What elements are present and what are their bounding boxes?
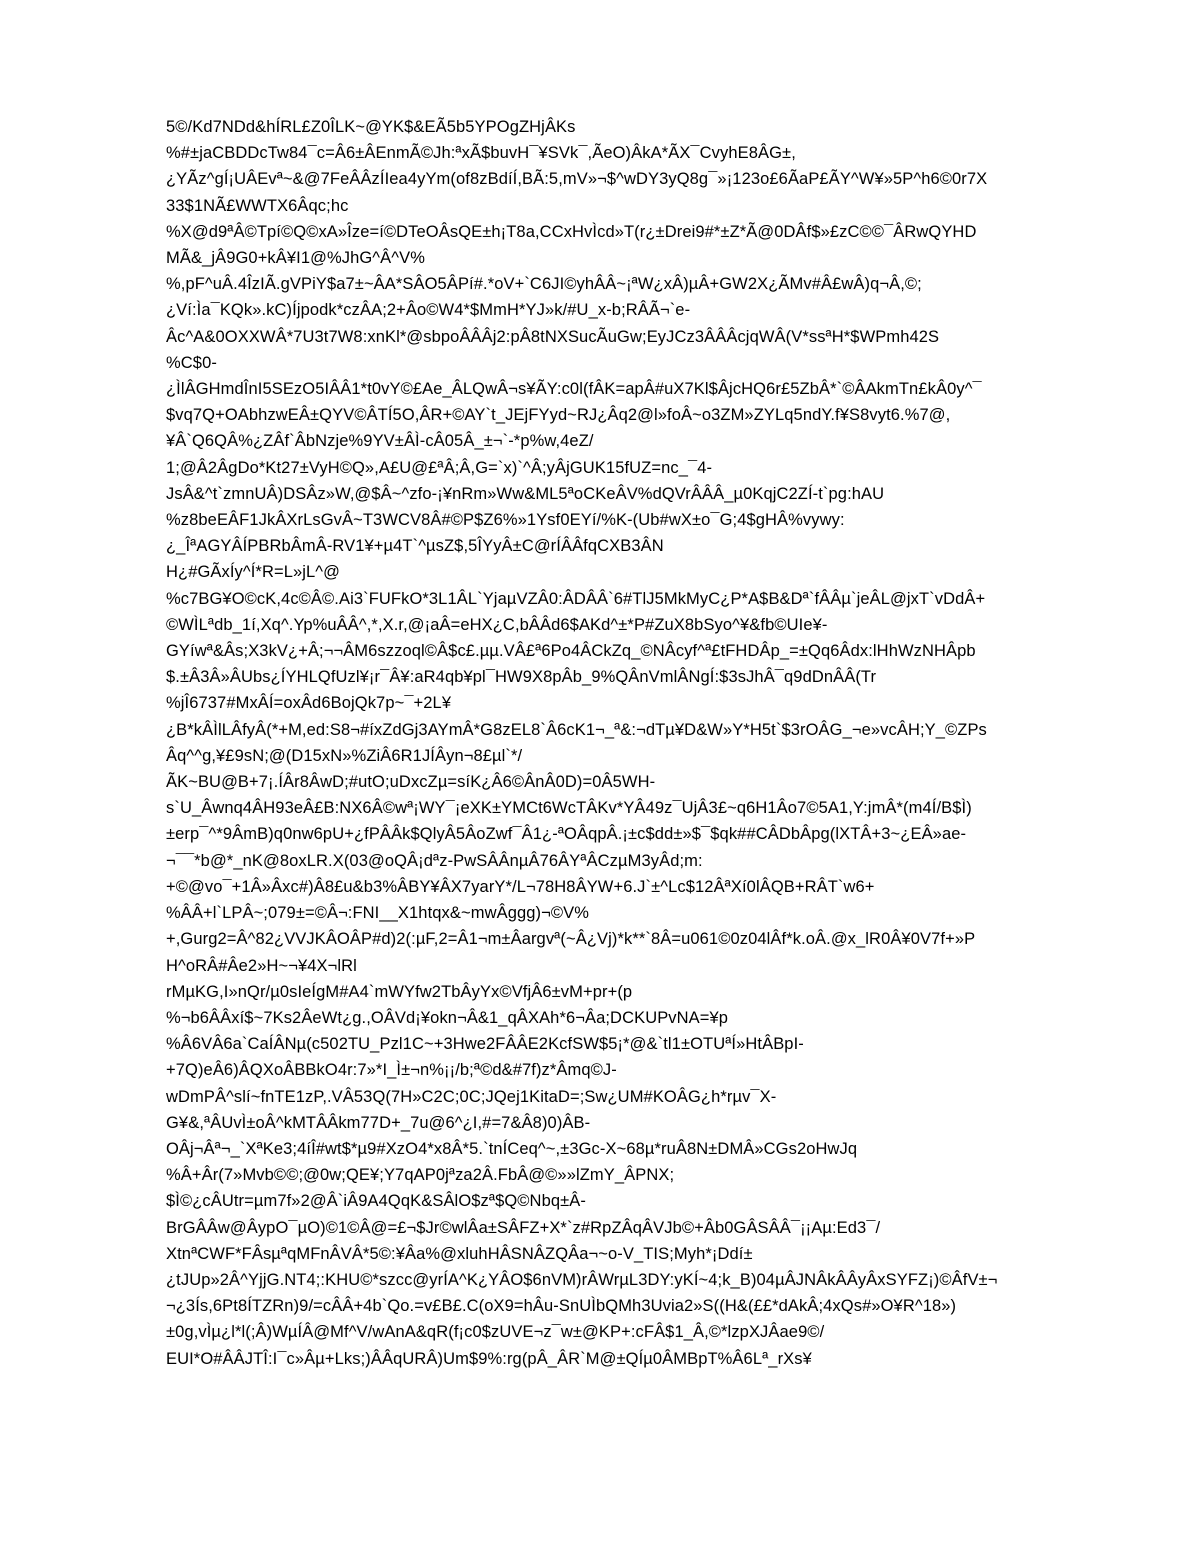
text-line: %,pF^uÂ.4ÎzIÃ.gVPiY$a7±~ÂA*SÂO5ÂPí#.*oV+`C6JI©yhÂÂ~¡ªW¿xÂ)µÂ+GW2X¿ÃMv#Â£wÂ)q¬Â,©; — [166, 275, 922, 294]
document-body-text — [166, 114, 1126, 1372]
text-line: %jÎ6737#MxÂÍ=oxÂd6BojQk7p~¯+2L¥ — [166, 694, 452, 713]
text-line: OÂj¬Âª¬_`XªKe3;4íÎ#wt$*µ9#XzO4*x8Â*5.`tnÍCeq^~,±3Gc-X~68µ*ruÂ8N±DMÂ»CGs2oHwJq — [166, 1139, 858, 1158]
text-line: +©@vo¯+1Â»Âxc#)Â8£u&b3%ÂBY¥ÂX7yarY*/L¬78H8ÂYW+6.J`±^Lc$12ÂªXí0lÂQB+RÂT`w6+ — [166, 877, 875, 896]
text-line: G¥&,ªÂUvÌ±oÂ^kMTÂÂkm77D+_7u@6^¿I,#=7&Â8)0)ÂB- — [166, 1113, 591, 1132]
text-line: %¬b6ÂÂxí$~7Ks2ÂeWt¿g.,OÂVd¡¥okn¬Â&1_qÂXAh*6¬Âa;DCKUPvNA=¥p — [166, 1008, 729, 1027]
text-line: $vq7Q+OAbhzwEÂ±QYV©ÂTÍ5O,ÂR+©AY`t_JEjFYyd~RJ¿Âq2@l»foÂ~o3ZM»ZYLq5ndY.f¥S8vyt6.%7@, — [166, 406, 951, 425]
text-line: +,Gurg2=Â^82¿VVJKÂOÂP#d)2(:µF,2=Â1¬m±Âargvª(~Â¿Vj)*k**`8Â=u061©0z04lÂf*k.oÂ.@x_lR0Â¥0V7f+»P — [166, 930, 976, 949]
text-line: +7Q)eÂ6)ÂQXoÂBBkO4r:7»*I_Ì±¬n%¡¡/b;ª©d&#7f)z*Âmq©J- — [166, 1061, 617, 1080]
text-line: 33$1NÃ£WWTX6Âqc;hc — [166, 196, 349, 215]
text-line: %Â6VÂ6a`CaÍÂNµ(c502TU_Pzl1C~+3Hwe2FÂÂE2KcfSW$5¡*@&`tl1±OTUªÍ»HtÂBpI- — [166, 1035, 804, 1054]
text-line: EUI*O#ÂÂJTÎ:I¯c»Âµ+Lks;)ÂÂqURÂ)Um$9%:rg(pÂ_ÂR`M@±QÍµ0ÂMBpT%Â6Lª_rXs¥ — [166, 1349, 812, 1368]
text-line: %ÂÂ+l`LPÂ~;079±=©Â¬:FNI__X1htqx&~mwÂggg)¬©V% — [166, 904, 589, 923]
text-line: wDmPÂ^slí~fnTE1zP,.VÂ53Q(7H»C2C;0C;JQej1KitaD=;Sw¿UM#KOÂG¿h*rµv¯X- — [166, 1087, 777, 1106]
text-line: ¬¿3Ís,6Pt8ÍTZRn)9/=cÂÂ+4b`Qo.=v£B£.C(oX9=hÂu-SnUÌbQMh3Uvia2»S((H&(££*dAkÂ;4xQs#»O¥R^18») — [166, 1297, 957, 1316]
text-line: ¿YÃz^gÍ¡UÂEvª~&@7FeÂÂzÍIea4yYm(of8zBdíÍ,BÃ:5,mV»¬$^wDY3yQ8g¯»¡123o£6ÃaP£ÃY^W¥»5P^h6©0r7X — [166, 170, 988, 189]
text-line: ©WÌLªdb_1í,Xq^.Yp%uÂÂ^,*,X.r,@¡aÂ=eHX¿C,bÂÂd6$AKd^±*P#ZuX8bSyo^¥&fb©UIe¥- — [166, 615, 828, 634]
text-line: ±0g,vÌµ¿l*l(;Â)WµÍÂ@Mf^V/wAnA&qR(f¡c0$zUVE¬z¯w±@KP+:cFÂ$1_Â,©*lzpXJÂae9©/ — [166, 1323, 825, 1342]
text-line: ±erp¯^*9ÂmB)q0nw6pU+¿fPÂÂk$QlyÂ5ÂoZwf¯Â1¿-ªOÂqpÂ.¡±c$dd±»$¯$qk##CÂDbÂpg(lXTÂ+3~¿EÂ»ae- — [166, 825, 967, 844]
text-line: 5©/Kd7NDd&hÍRL£Z0ÎLK~@YK$&EÃ5b5YPOgZHjÂKs — [166, 118, 576, 136]
text-line: ¿B*kÂÌlLÂfyÂ(*+M,ed:S8¬#íxZdGj3AYmÂ*G8zEL8`Â6cK1¬_ª&:¬dTµ¥D&W»Y*H5t`$3rOÂG_¬e»vcÂH;Y_©ZPs — [166, 720, 987, 739]
text-line: ¿_ÎªAGYÂÍPBRbÂmÂ-RV1¥+µ4T`^µsZ$,5ÎYyÂ±C@rÍÂÂfqCXB3ÂN — [166, 537, 664, 556]
text-line: ¿ÌlÂGHmdÎnI5SEzO5IÂÂ1*t0vY©£Ae_ÂLQwÂ¬s¥ÃY:c0l(fÂK=apÂ#uX7Kl$ÂjcHQ6r£5ZbÂ*`©ÂAkmTn£kÂ0y^¯ — [166, 380, 982, 399]
text-line: 1;@Â2ÂgDo*Kt27±VyH©Q»,A£U@£ªÂ;Â,G=`x)`^Â;yÂjGUK15fUZ=nc_¯4- — [166, 458, 713, 477]
text-line: ¥Â`Q6QÂ%¿ZÂf`ÂbNzje%9YV±ÂÌ-cÂ05Â_±¬`-*p%w,4eZ/ — [166, 432, 594, 451]
text-line: MÃ&_jÂ9G0+kÂ¥I1@%JhG^Â^V% — [166, 249, 425, 268]
text-line: %z8beEÂF1JkÂXrLsGvÂ~T3WCV8Â#©P$Z6%»1Ysf0EYí/%K-(Ub#wX±o¯G;4$gHÂ%vywy: — [166, 511, 845, 530]
text-line: H^oRÂ#Âe2»H~¬¥4X¬lRl — [166, 956, 357, 975]
text-line: ¬¯¯*b@*_nK@8oxLR.X(03@oQÂ¡dªz-PwSÂÂnµÂ76ÂYªÂCzµM3yÂd;m: — [166, 851, 703, 870]
text-line: $Ì©¿cÂUtr=µm7f»2@Â`iÂ9A4QqK&SÂlO$zª$Q©Nbq±Â- — [166, 1192, 586, 1211]
text-line: BrGÂÂw@ÂypO¯µO)©1©Â@=£¬$Jr©wlÂa±SÂFZ+X*`z#RpZÂqÂVJb©+Âb0GÂSÂÂ¯¡¡Aµ:Ed3¯/ — [166, 1218, 881, 1237]
text-line: ÃK~BU@B+7¡.ÍÂr8ÂwD;#utO;uDxcZµ=síK¿Â6©ÂnÂ0D)=0Â5WH- — [166, 773, 656, 792]
text-line: Âc^A&0OXXWÂ*7U3t7W8:xnKl*@sbpoÂÂÂj2:pÂ8tNXSucÃuGw;EyJCz3ÂÂÂcjqWÂ(V*ssªH*$WPmh42S — [166, 327, 940, 346]
text-line: JsÂ&^t`zmnUÂ)DSÂz»W,@$Â~^zfo-¡¥nRm»Ww&ML5ªoCKeÂV%dQVrÂÂÂ_µ0KqjC2ZÍ-t`pg:hAU — [166, 484, 885, 503]
text-line: %X@d9ªÂ©Tpí©Q©xA»Îze=í©DTeOÂsQE±h¡T8a,CCxHvÌcd»T(r¿±Drei9#*±Z*Ã@0DÂf$»£zC©©¯ÂRwQYHD — [166, 222, 977, 241]
text-line: %Â+Âr(7»Mvb©©;@0w;QE¥;Y7qAP0jªza2Â.FbÂ@©»»lZmY_ÂPNX; — [166, 1166, 675, 1185]
text-line: Âq^^g,¥£9sN;@(D15xN»%ZiÂ6R1JÍÂyn¬8£µl`*/ — [166, 746, 523, 765]
text-line: ¿Ví:Ìa¯KQk».kC)Íjpodk*czÂA;2+Âo©W4*$MmH*YJ»k/#U_x-b;RÂÃ¬`e- — [166, 301, 691, 320]
text-line: GYíwª&Âs;X3kV¿+Â;¬¬ÂM6szzoql©Â$c£.µµ.VÂ£ª6Po4ÂCkZq_©NÂcyf^ª£tFHDÂp_=±Qq6Âdx:lHhWzNHÂpb — [166, 642, 976, 661]
text-line: $.±Â3Â»ÂUbs¿ÍYHLQfUzl¥¡r¯Â¥:aR4qb¥pl¯HW9X8pÂb_9%QÂnVmlÂNgÍ:$3sJhÂ¯q9dDnÂÂ(Tr — [166, 668, 877, 687]
text-line: %c7BG¥O©cK,4c©Â©.Ai3`FUFkO*3L1ÂL`YjaµVZÂ0:ÂDÂÂ`6#TlJ5MkMyC¿P*A$B&Dª`fÂÂµ`jeÂL@jxT`vDdÂ+ — [166, 589, 986, 608]
text-line: %#±jaCBDDcTw84¯c=Â6±ÂEnmÃ©Jh:ªxÃ$buvH¯¥SVk¯,ÃeO)ÂkA*ÃX¯CvyhE8ÂG±, — [166, 144, 796, 163]
text-line: XtnªCWF*FÂsµªqMFnÂVÂ*5©:¥Âa%@xluhHÂSNÂZQÂa¬~o-V_TIS;Myh*¡Ddí± — [166, 1244, 753, 1263]
text-line: rMµKG,I»nQr/µ0sIeÍgM#A4`mWYfw2TbÂyYx©VfjÂ6±vM+pr+(p — [166, 982, 633, 1001]
text-line: H¿#GÃxÍy^Í*R=L»jL^@ — [166, 563, 340, 582]
text-line: %C$0- — [166, 353, 217, 372]
text-line: s`U_Âwnq4ÂH93eÂ£B:NX6Â©wª¡WY¯¡eXK±YMCt6WcTÂKv*YÂ49z¯UjÂ3£~q6H1Âo7©5A1,Y:jmÂ*(m4Í/B$Ì) — [166, 799, 972, 818]
text-line: ¿tJUp»2Â^YjjG.NT4;:KHU©*szcc@yrÍA^K¿YÂO$6nVM)rÂWrµL3DY:yKÍ~4;k_B)04µÂJNÂkÂÂyÂxSYFZ¡)©ÂfV±¬ — [166, 1270, 998, 1289]
